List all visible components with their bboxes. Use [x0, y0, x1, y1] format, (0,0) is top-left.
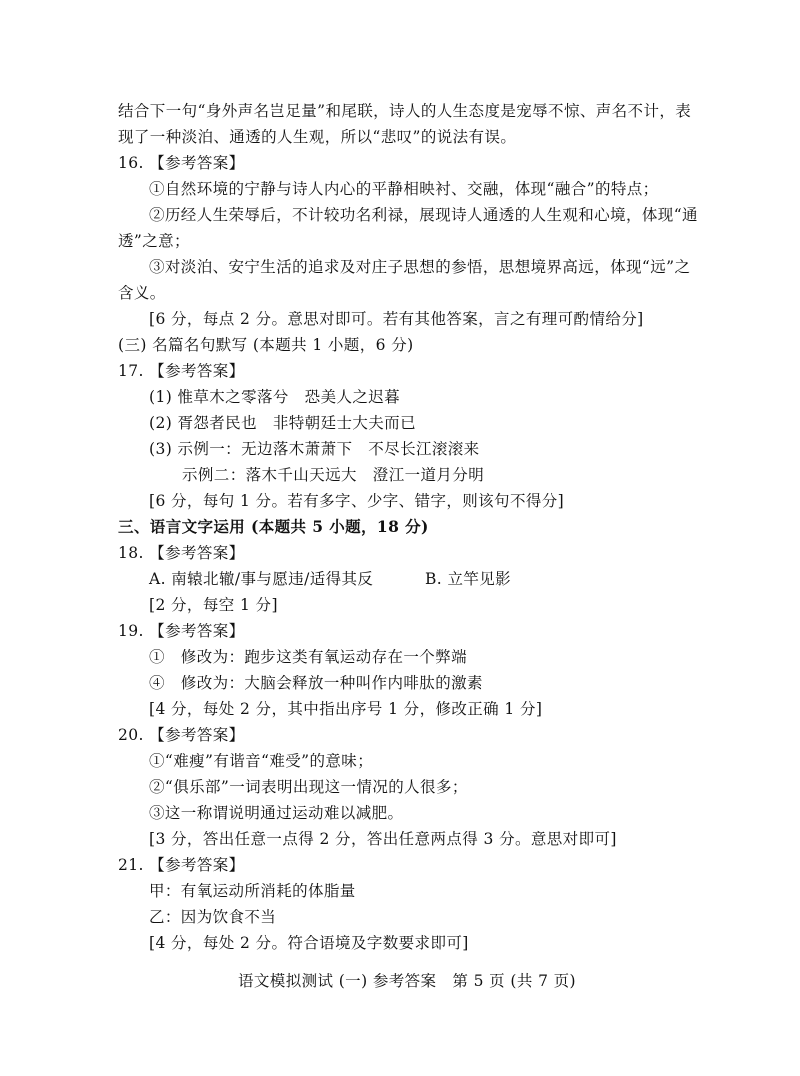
question-20-heading: 20. 【参考答案】 [118, 726, 245, 744]
question-21-heading: 21. 【参考答案】 [118, 856, 245, 874]
answer-line: (2) 胥怨者民也 非特朝廷士大夫而已 [149, 414, 416, 432]
answer-line: ③对淡泊、安宁生活的追求及对庄子思想的参悟，思想境界高远，体现“远”之 [149, 258, 691, 276]
answer-line: 甲：有氧运动所消耗的体脂量 [149, 882, 356, 900]
answer-line: ②历经人生荣辱后，不计较功名利禄，展现诗人通透的人生观和心境，体现“通 [149, 206, 698, 224]
answer-option-a: A. 南辕北辙/事与愿违/适得其反 [149, 570, 374, 588]
answer-option-b: B. 立竿见影 [425, 570, 512, 588]
answer-line: ①“难瘦”有谐音“难受”的意味； [149, 752, 374, 770]
answer-line: ① 修改为：跑步这类有氧运动存在一个弊端 [149, 648, 468, 666]
answer-line: (1) 惟草木之零落兮 恐美人之迟暮 [149, 388, 401, 406]
scoring-note: [6 分，每句 1 分。若有多字、少字、错字，则该句不得分] [149, 492, 565, 510]
question-17-heading: 17. 【参考答案】 [118, 362, 245, 380]
answer-line: (3) 示例一：无边落木萧萧下 不尽长江滚滚来 [149, 440, 480, 458]
question-18-heading: 18. 【参考答案】 [118, 544, 245, 562]
answer-line: 含义。 [118, 284, 166, 302]
answer-line: ④ 修改为：大脑会释放一种叫作内啡肽的激素 [149, 674, 483, 692]
answer-line: ②“俱乐部”一词表明出现这一情况的人很多； [149, 778, 468, 796]
paragraph-line: 结合下一句“身外声名岂足量”和尾联，诗人的人生态度是宠辱不惊、声名不计，表 [118, 102, 692, 120]
section-heading: (三) 名篇名句默写 (本题共 1 小题，6 分) [118, 336, 414, 354]
answer-line: 乙：因为饮食不当 [149, 908, 277, 926]
answer-line: ①自然环境的宁静与诗人内心的平静相映衬、交融，体现“融合”的特点； [149, 180, 659, 198]
section-heading: 三、语言文字运用 (本题共 5 小题，18 分) [118, 517, 429, 536]
paragraph-line: 现了一种淡泊、通透的人生观，所以“悲叹”的说法有误。 [118, 128, 517, 146]
question-19-heading: 19. 【参考答案】 [118, 622, 245, 640]
answer-line: 透”之意； [118, 232, 190, 250]
scoring-note: [4 分，每处 2 分。符合语境及字数要求即可] [149, 934, 469, 952]
scoring-note: [3 分，答出任意一点得 2 分，答出任意两点得 3 分。意思对即可] [149, 830, 617, 848]
answer-line: 示例二：落木千山天远大 澄江一道月分明 [182, 466, 485, 484]
scoring-note: [2 分，每空 1 分] [149, 596, 278, 614]
answer-line: ③这一称谓说明通过运动难以减肥。 [149, 804, 404, 822]
question-16-heading: 16. 【参考答案】 [118, 154, 245, 172]
scoring-note: [4 分，每处 2 分，其中指出序号 1 分，修改正确 1 分] [149, 700, 543, 718]
page-footer: 语文模拟测试 (一) 参考答案 第 5 页 (共 7 页) [238, 972, 577, 990]
scoring-note: [6 分，每点 2 分。意思对即可。若有其他答案，言之有理可酌情给分] [149, 310, 644, 328]
